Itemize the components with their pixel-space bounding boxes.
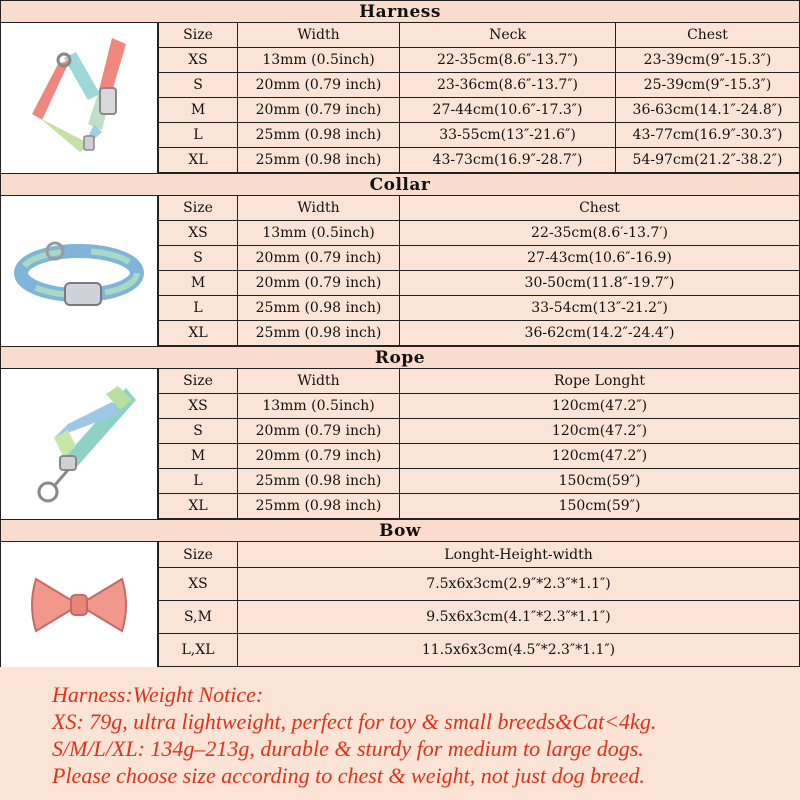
table-row: [159, 469, 800, 494]
collar-title: Collar: [0, 173, 800, 196]
harness-cell: 33-55cm(13″-21.6″): [400, 123, 616, 148]
rope-image: [1, 369, 158, 519]
rope-cell: M: [159, 444, 238, 469]
rope-cell: 20mm (0.79 inch): [238, 419, 400, 444]
bow-image: [1, 542, 158, 667]
collar-section: [0, 196, 800, 346]
collar-cell: 25mm (0.98 inch): [238, 296, 400, 321]
table-row: [159, 444, 800, 469]
notice-line-xs: XS: 79g, ultra lightweight, perfect for toy & small breeds&Cat<4kg.: [52, 709, 657, 734]
collar-cell: L: [159, 296, 238, 321]
collar-cell: 30-50cm(11.8″-19.7″): [400, 271, 800, 296]
rope-cell: XS: [159, 394, 238, 419]
collar-cell: S: [159, 246, 238, 271]
table-row: [159, 123, 800, 148]
table-row: [159, 634, 800, 667]
harness-cell: 43-77cm(16.9″-30.3″): [616, 123, 800, 148]
rope-cell: 25mm (0.98 inch): [238, 469, 400, 494]
collar-image: [1, 196, 158, 346]
table-row: [159, 419, 800, 444]
table-row: [159, 394, 800, 419]
notice-heading: Harness:Weight Notice:: [52, 682, 264, 707]
harness-cell: 36-63cm(14.1″-24.8″): [616, 98, 800, 123]
table-row: [159, 601, 800, 634]
collar-cell: XS: [159, 221, 238, 246]
table-row: [159, 321, 800, 346]
table-row: [159, 271, 800, 296]
bow-cell: 7.5x6x3cm(2.9″*2.3″*1.1″): [238, 568, 800, 601]
rope-cell: 13mm (0.5inch): [238, 394, 400, 419]
harness-header-row: [159, 23, 800, 48]
harness-header-cell: Neck: [400, 23, 616, 48]
table-row: [159, 296, 800, 321]
harness-table: [158, 23, 799, 173]
harness-cell: 25mm (0.98 inch): [238, 148, 400, 173]
table-row: [159, 148, 800, 173]
harness-cell: M: [159, 98, 238, 123]
rope-header-cell: Width: [238, 369, 400, 394]
harness-header-cell: Width: [238, 23, 400, 48]
rope-cell: 120cm(47.2″): [400, 444, 800, 469]
rope-cell: 25mm (0.98 inch): [238, 494, 400, 519]
collar-cell: XL: [159, 321, 238, 346]
rope-header-cell: Size: [159, 369, 238, 394]
harness-cell: 23-36cm(8.6″-13.7″): [400, 73, 616, 98]
harness-header-cell: Size: [159, 23, 238, 48]
collar-cell: 20mm (0.79 inch): [238, 271, 400, 296]
bow-cell: XS: [159, 568, 238, 601]
harness-cell: XS: [159, 48, 238, 73]
bow-cell: 11.5x6x3cm(4.5″*2.3″*1.1″): [238, 634, 800, 667]
bow-tie-icon: [24, 565, 134, 645]
collar-table: [158, 196, 799, 346]
rope-cell: XL: [159, 494, 238, 519]
bow-title: Bow: [0, 519, 800, 542]
collar-header-row: [159, 196, 800, 221]
harness-image: [1, 23, 158, 173]
collar-icon: [9, 221, 149, 321]
table-row: [159, 494, 800, 519]
harness-icon: [14, 28, 144, 168]
leash-icon: [14, 374, 144, 514]
harness-cell: 25-39cm(9″-15.3″): [616, 73, 800, 98]
rope-cell: 120cm(47.2″): [400, 419, 800, 444]
rope-cell: 150cm(59″): [400, 469, 800, 494]
bow-header-cell: Longht-Height-width: [238, 542, 800, 568]
collar-cell: 25mm (0.98 inch): [238, 321, 400, 346]
rope-header-row: [159, 369, 800, 394]
rope-title: Rope: [0, 346, 800, 369]
collar-header-cell: Size: [159, 196, 238, 221]
harness-cell: 27-44cm(10.6″-17.3″): [400, 98, 616, 123]
rope-table: [158, 369, 799, 519]
rope-cell: S: [159, 419, 238, 444]
rope-cell: 150cm(59″): [400, 494, 800, 519]
collar-header-cell: Chest: [400, 196, 800, 221]
collar-cell: M: [159, 271, 238, 296]
harness-cell: 13mm (0.5inch): [238, 48, 400, 73]
harness-cell: 20mm (0.79 inch): [238, 73, 400, 98]
harness-cell: 20mm (0.79 inch): [238, 98, 400, 123]
table-row: [159, 246, 800, 271]
notice-line-advice: Please choose size according to chest & weight, not just dog breed.: [52, 763, 645, 788]
collar-cell: 27-43cm(10.6″-16.9): [400, 246, 800, 271]
harness-header-cell: Chest: [616, 23, 800, 48]
harness-cell: S: [159, 73, 238, 98]
table-row: [159, 48, 800, 73]
collar-header-cell: Width: [238, 196, 400, 221]
harness-cell: 22-35cm(8.6″-13.7″): [400, 48, 616, 73]
weight-notice: [0, 675, 800, 800]
collar-cell: 33-54cm(13″-21.2″): [400, 296, 800, 321]
rope-header-cell: Rope Longht: [400, 369, 800, 394]
table-row: [159, 73, 800, 98]
rope-cell: 120cm(47.2″): [400, 394, 800, 419]
harness-cell: 43-73cm(16.9″-28.7″): [400, 148, 616, 173]
bow-cell: S,M: [159, 601, 238, 634]
collar-cell: 22-35cm(8.6′-13.7′): [400, 221, 800, 246]
harness-cell: L: [159, 123, 238, 148]
bow-header-row: [159, 542, 800, 568]
collar-cell: 13mm (0.5inch): [238, 221, 400, 246]
bow-cell: 9.5x6x3cm(4.1″*2.3″*1.1″): [238, 601, 800, 634]
bow-section: [0, 542, 800, 667]
collar-cell: 36-62cm(14.2″-24.4″): [400, 321, 800, 346]
harness-cell: 54-97cm(21.2″-38.2″): [616, 148, 800, 173]
collar-cell: 20mm (0.79 inch): [238, 246, 400, 271]
bow-cell: L,XL: [159, 634, 238, 667]
harness-cell: 23-39cm(9″-15.3″): [616, 48, 800, 73]
harness-section: [0, 23, 800, 173]
table-row: [159, 98, 800, 123]
table-row: [159, 221, 800, 246]
table-row: [159, 568, 800, 601]
bow-header-cell: Size: [159, 542, 238, 568]
rope-section: [0, 369, 800, 519]
harness-cell: 25mm (0.98 inch): [238, 123, 400, 148]
bow-table: [158, 542, 799, 667]
harness-cell: XL: [159, 148, 238, 173]
rope-cell: 20mm (0.79 inch): [238, 444, 400, 469]
harness-title: Harness: [0, 0, 800, 23]
rope-cell: L: [159, 469, 238, 494]
notice-line-large: S/M/L/XL: 134g–213g, durable & sturdy for medium to large dogs.: [52, 736, 644, 761]
